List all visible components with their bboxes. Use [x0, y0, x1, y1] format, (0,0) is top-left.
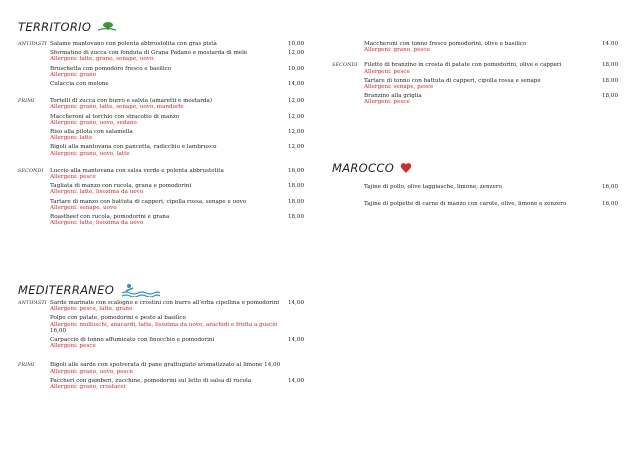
menu-item [50, 378, 308, 390]
menu-group [18, 41, 308, 90]
dish-name: Tartare di tonno con battuta di capperi, cipolla rossa e senape [364, 77, 541, 84]
dish-price: 14,00 [288, 377, 305, 384]
menu-item [50, 129, 308, 141]
menu-item-line [50, 81, 308, 87]
swimmer-waves-icon [120, 283, 160, 297]
menu-item [50, 41, 308, 47]
section-title-territorio [18, 20, 117, 34]
category-label: PRIMI [18, 98, 35, 105]
dish-price: 18,00 [602, 93, 619, 100]
menu-group [332, 41, 622, 56]
menu-item [50, 168, 308, 180]
allergens-text: Allergeni: latte, grano, senape, uovo. [50, 56, 155, 63]
tree-icon [97, 21, 117, 33]
menu-item [50, 214, 308, 226]
dish-price: 14.00 [602, 41, 619, 47]
menu-item [50, 362, 308, 374]
dish-name: Filetto di branzino in crosta di patate con pomodorini, olive e capperi [364, 62, 562, 69]
dish-price: 18,00 [602, 62, 619, 69]
allergens-text: Allergeni: senape, uovo [50, 204, 117, 211]
allergens-text: Allergeni: grano, latte, senape, uovo, mandorle [50, 104, 184, 111]
menu-item [364, 78, 622, 90]
dish-price: 10,00 [288, 65, 305, 72]
dish-name: Maccheroni con tonno fresco pomodorini, olive e basilico [364, 41, 527, 47]
dish-name: Tartare di manzo con battuta di capperi, cipolla rossa, senape e uovo [50, 198, 247, 205]
allergens-text: Allergeni: pesce [50, 343, 96, 350]
dish-price: 14,00 [288, 300, 305, 306]
menu-item-line [364, 184, 622, 190]
dish-price: 16,00 [602, 201, 619, 208]
dish-name: Roastbeef con rucola, pomodorini e grana [50, 214, 170, 221]
dish-price: 10,00 [288, 41, 305, 47]
allergens-text: Allergeni: grano, uovo, pesce [50, 368, 133, 375]
allergens-text: Allergeni: grano, crostacei [50, 384, 126, 391]
dish-price: 12,00 [288, 144, 305, 151]
dish-name: Culaccia con melone [50, 81, 109, 88]
menu-item [50, 199, 308, 211]
dish-name: Branzino alla griglia [364, 93, 422, 100]
menu-group-items [364, 62, 622, 108]
menu-item-line [50, 66, 308, 72]
allergens-text: Allergeni: grano [50, 71, 97, 78]
allergens-text: Allergeni: grano, uovo, latte [50, 150, 130, 157]
dish-price: 14,00 [288, 337, 305, 344]
dish-price: 16,00 [288, 167, 305, 174]
menu-item-line [364, 201, 622, 207]
section-title-mediterraneo [18, 283, 160, 297]
menu-group-items [50, 300, 308, 352]
category-label: SECONDI [18, 167, 44, 174]
dish-price: 18,00 [288, 198, 305, 205]
menu-item [50, 98, 308, 110]
menu-item-line [50, 315, 308, 321]
menu-item-line [50, 41, 308, 47]
menu-group-items [50, 98, 308, 160]
dish-name: Polpo con patate, pomodorini e pesto al basilico [50, 315, 186, 322]
allergens-text: Allergeni: molluschi, anacardi, latte, lisozima da uovo, arachidi e frutta a guscio [50, 321, 278, 328]
marocco-title-text: MAROCCO [332, 161, 395, 175]
territorio-title-text: TERRITORIO [18, 20, 92, 34]
menu-group [18, 168, 308, 230]
menu-item [50, 81, 308, 87]
dish-price: 12,00 [288, 50, 305, 57]
dish-name: Tortelli di zucca con burro e salvia (amaretti e mostarda) [50, 98, 213, 105]
menu-item [50, 315, 308, 334]
menu-item [364, 62, 622, 74]
menu-group-items [50, 362, 308, 393]
menu-group [332, 62, 622, 108]
territorio-menu [18, 41, 308, 237]
section-title-marocco [332, 161, 412, 175]
allergens-text: Allergeni: grano, pesce [364, 47, 430, 54]
menu-item [364, 93, 622, 105]
menu-group [18, 300, 308, 352]
allergens-text: Allergeni: latte [50, 135, 93, 142]
allergens-text: Allergeni: latte, lisozima da uovo [50, 220, 144, 227]
dish-name: Maccheroni al torchio con stracotto di manzo [50, 113, 180, 120]
menu-item-line [50, 114, 308, 120]
menu-item-line [50, 144, 308, 150]
menu-item [50, 144, 308, 156]
category-label: SECONDI [332, 62, 358, 69]
dish-name: Riso alla pilota con salamella [50, 129, 133, 136]
menu-group-items [364, 41, 622, 56]
right-top-menu [332, 41, 622, 115]
menu-group [18, 98, 308, 160]
mediterraneo-menu [18, 300, 308, 403]
allergens-text: Allergeni: senape, pesce [364, 84, 434, 91]
dish-name: Tagliata di manzo con rucola, grana e pomodorini [50, 183, 192, 190]
dish-price: 12,00 [288, 98, 305, 105]
menu-item-line [50, 362, 308, 368]
menu-group-items [50, 41, 308, 90]
allergens-text: Allergeni: grano, uovo, sedano [50, 119, 137, 126]
dish-price: 18,00 [288, 183, 305, 190]
menu-group-items [50, 168, 308, 230]
menu-item-line [50, 199, 308, 205]
menu-item [50, 50, 308, 62]
menu-item-line [364, 62, 622, 68]
dish-price: 12,00 [288, 113, 305, 120]
category-label [332, 41, 364, 56]
menu-item [50, 66, 308, 78]
allergens-text: Allergeni: pesce, latte, grano [50, 306, 133, 313]
marocco-menu [364, 184, 622, 218]
allergens-text: Allergeni: latte, lisozima da uovo [50, 189, 144, 196]
dish-price [288, 362, 308, 368]
dish-name: Bigoli alle sarde con spolverata di pane grattugiato aromatizzato al limone 14,00 [50, 362, 281, 369]
menu-item [50, 337, 308, 349]
dish-name: Carpaccio di tonno affumicato con finocchio e pomodorini [50, 337, 215, 344]
heart-icon [400, 162, 412, 174]
menu-group [18, 362, 308, 393]
mediterraneo-title-text: MEDITERRANEO [18, 283, 115, 297]
menu-item [50, 300, 308, 312]
allergens-text: Allergeni: pesce [364, 68, 410, 75]
dish-name: Sarde marinate con scalogno e crostini con burro all'erba cipollina e pomodorini [50, 300, 280, 306]
dish-name: Luccio alla mantovana con salsa verde e polenta abbrustolita [50, 167, 224, 174]
dish-price: 12,00 [288, 129, 305, 136]
category-label: PRIMI [18, 362, 35, 369]
allergens-text: Allergeni: pesce [50, 174, 96, 181]
dish-price: 16,00 [602, 184, 619, 190]
dish-price-tail: 16,00 [50, 327, 67, 334]
dish-name: Tajine di polpette di carne di manzo con carote, olive, limone e zenzero [364, 201, 567, 208]
dish-name: Salame mantovano con polenta abbrustolita con gras pistà [50, 41, 217, 47]
dish-price: 18,00 [288, 214, 305, 221]
dish-name: Sformatino di zucca con fonduta di Grana Padano e mostarda di mele [50, 50, 248, 57]
dish-price: 18.00 [602, 77, 619, 84]
category-label: ANTIPASTI [18, 300, 47, 306]
dish-name: Tajine di pollo, olive taggiasche, limone, zenzero [364, 184, 502, 190]
menu-item [50, 183, 308, 195]
allergens-text: Allergeni: pesce [364, 99, 410, 106]
menu-item [50, 114, 308, 126]
dish-name: Bigoli alla mantovana con pancetta, radicchio e lambrusco [50, 144, 217, 151]
dish-name: Paccheri con gamberi, zucchine, pomodorini sul letto di salsa di rucola [50, 377, 252, 384]
menu-item [364, 41, 622, 53]
dish-name: Bruschetta con pomodoro fresco e basilico [50, 65, 172, 72]
dish-price: 14,00 [288, 81, 305, 88]
dish-price [288, 315, 308, 321]
category-label: ANTIPASTI [18, 41, 47, 47]
